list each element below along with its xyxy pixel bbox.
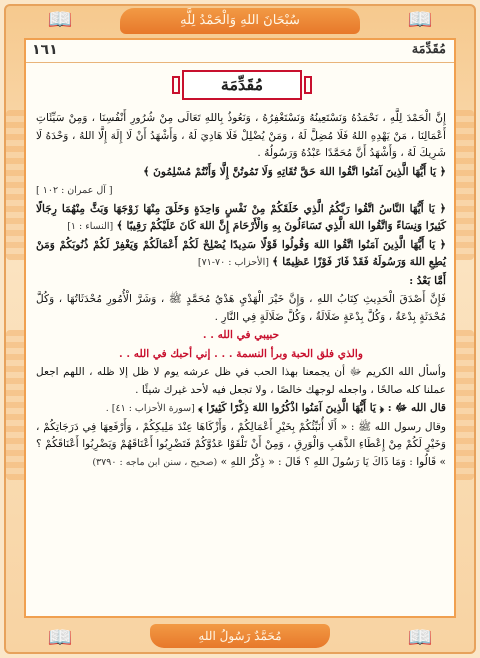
verse-paragraph: [36, 237, 446, 272]
bottom-banner: مُحَمَّدٌ رَسُولُ اللهِ: [150, 624, 330, 648]
quran-verse: ﴿ يَا أَيُّهَا الَّذِينَ آمَنُوا اتَّقُوا اللهَ حَقَّ تُقَاتِهِ وَلَا تَمُوتُنَّ إِلَّا وَأَنْتُمْ مُسْلِمُونَ ﴾: [143, 165, 446, 178]
dua-paragraph: وأسأل الله الكريم ﷻ أن يجمعنا بهذا الحب في ظل عرشه يوم لا ظل إلا ظله ، اللهم اجعل عملنا كله صالحًا ، واجعله لوجهك خالصًا ، ولا تجعل فيه لأحد غيرك شيئًا .: [36, 366, 446, 396]
poem-line: حبيبي في الله . .: [202, 329, 280, 341]
verse-paragraph: [36, 400, 446, 418]
page-number: ١٦١: [32, 42, 58, 58]
chapter-title: مُقَدِّمَة: [182, 70, 302, 100]
book-icon: 📖: [407, 7, 433, 31]
hadith-ref: (صحيح ، سنن ابن ماجه : ٣٧٩٠): [92, 456, 218, 468]
poem-line: والذي فلق الحبة وبرأ النسمة . . . إني أحبك في الله . .: [119, 347, 363, 360]
verse-ref: [النساء : ١]: [67, 221, 114, 232]
running-head: مُقَدِّمَة: [411, 42, 446, 57]
verse-reference: [36, 182, 446, 200]
page-body: [36, 110, 446, 472]
book-page: [24, 38, 456, 618]
verse-ref: [سورة الأحزاب : ٤١] .: [105, 403, 195, 414]
page-header: [26, 40, 454, 63]
verse-paragraph: [36, 164, 446, 182]
book-icon: 📖: [47, 7, 73, 31]
quran-verse: قال الله ﷻ : ﴿ يَا أَيُّهَا الَّذِينَ آمَنُوا اذْكُرُوا اللهَ ذِكْرًا كَثِيرًا ﴾: [198, 402, 446, 414]
verse-paragraph: [36, 201, 446, 236]
top-banner: سُبْحَانَ اللهِ وَالْحَمْدُ لِلَّهِ: [120, 8, 360, 34]
book-icon: 📖: [407, 625, 433, 649]
verse-ref: [ آل عمران : ١٠٢ ]: [36, 185, 113, 196]
verse-ref: [الأحزاب : ٧٠-٧١]: [197, 257, 269, 268]
book-icon: 📖: [47, 625, 73, 649]
quran-verse: ﴿ يَا أَيُّهَا الَّذِينَ آمَنُوا اتَّقُوا اللهَ وَقُولُوا قَوْلًا سَدِيدًا يُصْلِحْ لَكُمْ أَعْمَالَكُمْ وَيَغْفِرْ لَكُمْ ذُنُوبَكُمْ وَمَنْ يُطِعِ اللهَ وَرَسُولَهُ فَقَدْ فَازَ فَوْزًا عَظِيمًا ﴾: [36, 238, 446, 268]
quran-verse: ﴿ يَا أَيُّهَا النَّاسُ اتَّقُوا رَبَّكُمُ الَّذِي خَلَقَكُمْ مِنْ نَفْسٍ وَاحِدَةٍ وَخَلَقَ مِنْهَا زَوْجَهَا وَبَثَّ مِنْهُمَا رِجَالًا كَثِيرًا وَنِسَاءً وَاتَّقُوا اللهَ الَّذِي تَسَاءَلُونَ بِهِ وَالْأَرْحَامَ إِنَّ اللهَ كَانَ عَلَيْكُمْ رَقِيبًا ﴾: [36, 202, 446, 232]
amma-baad: أَمَّا بَعْدُ :: [409, 274, 446, 287]
hadith-paragraph: فَإِنَّ أَصْدَقَ الْحَدِيثِ كِتَابُ اللهِ ، وَإِنَّ خَيْرَ الْهَدْيِ هَدْيُ مُحَمَّدٍ ﷺ ، وَشَرَّ الْأُمُورِ مُحْدَثَاتُهَا ، وَكُلَّ مُحْدَثَةٍ بِدْعَةٌ ، وَكُلَّ بِدْعَةٍ ضَلَالَةٌ ، وَكُلَّ ضَلَالَةٍ فِي النَّارِ .: [36, 293, 446, 323]
hadith-text: وقال رسول الله ﷺ : « أَلَا أُنَبِّئُكُمْ بِخَيْرِ أَعْمَالِكُمْ ، وَأَزْكَاهَا عِنْدَ مَلِيكِكُمْ ، وَأَرْفَعِهَا فِي دَرَجَاتِكُمْ ، وَخَيْرٍ لَكُمْ مِنْ إِعْطَاءِ الذَّهَبِ وَالْوَرِقِ ، وَمِنْ أَنْ تَلْقَوْا عَدُوَّكُمْ فَتَضْرِبُوا أَعْنَاقَهُمْ وَيَضْرِبُوا أَعْنَاقَكُمْ ؟ » قَالُوا : وَمَا ذَاكَ يَا رَسُولَ اللهِ ؟ قَالَ : « ذِكْرُ اللهِ »: [36, 420, 446, 468]
hadith-paragraph: [36, 419, 446, 472]
opening-paragraph: إِنَّ الْحَمْدَ لِلَّهِ ، نَحْمَدُهُ وَنَسْتَعِينُهُ وَنَسْتَغْفِرُهُ ، وَنَعُوذُ بِاللهِ تَعَالَى مِنْ شُرُورِ أَنْفُسِنَا ، وَمِنْ سَيِّئَاتِ أَعْمَالِنَا ، مَنْ يَهْدِهِ اللهُ فَلَا مُضِلَّ لَهُ ، وَمَنْ يُضْلِلْ فَلَا هَادِيَ لَهُ ، وَأَشْهَدُ أَنْ لَا إِلَهَ إِلَّا اللهُ ، وَحْدَهُ لَا شَرِيكَ لَهُ ، وَأَشْهَدُ أَنَّ مُحَمَّدًا عَبْدُهُ وَرَسُولُهُ .: [36, 112, 446, 159]
